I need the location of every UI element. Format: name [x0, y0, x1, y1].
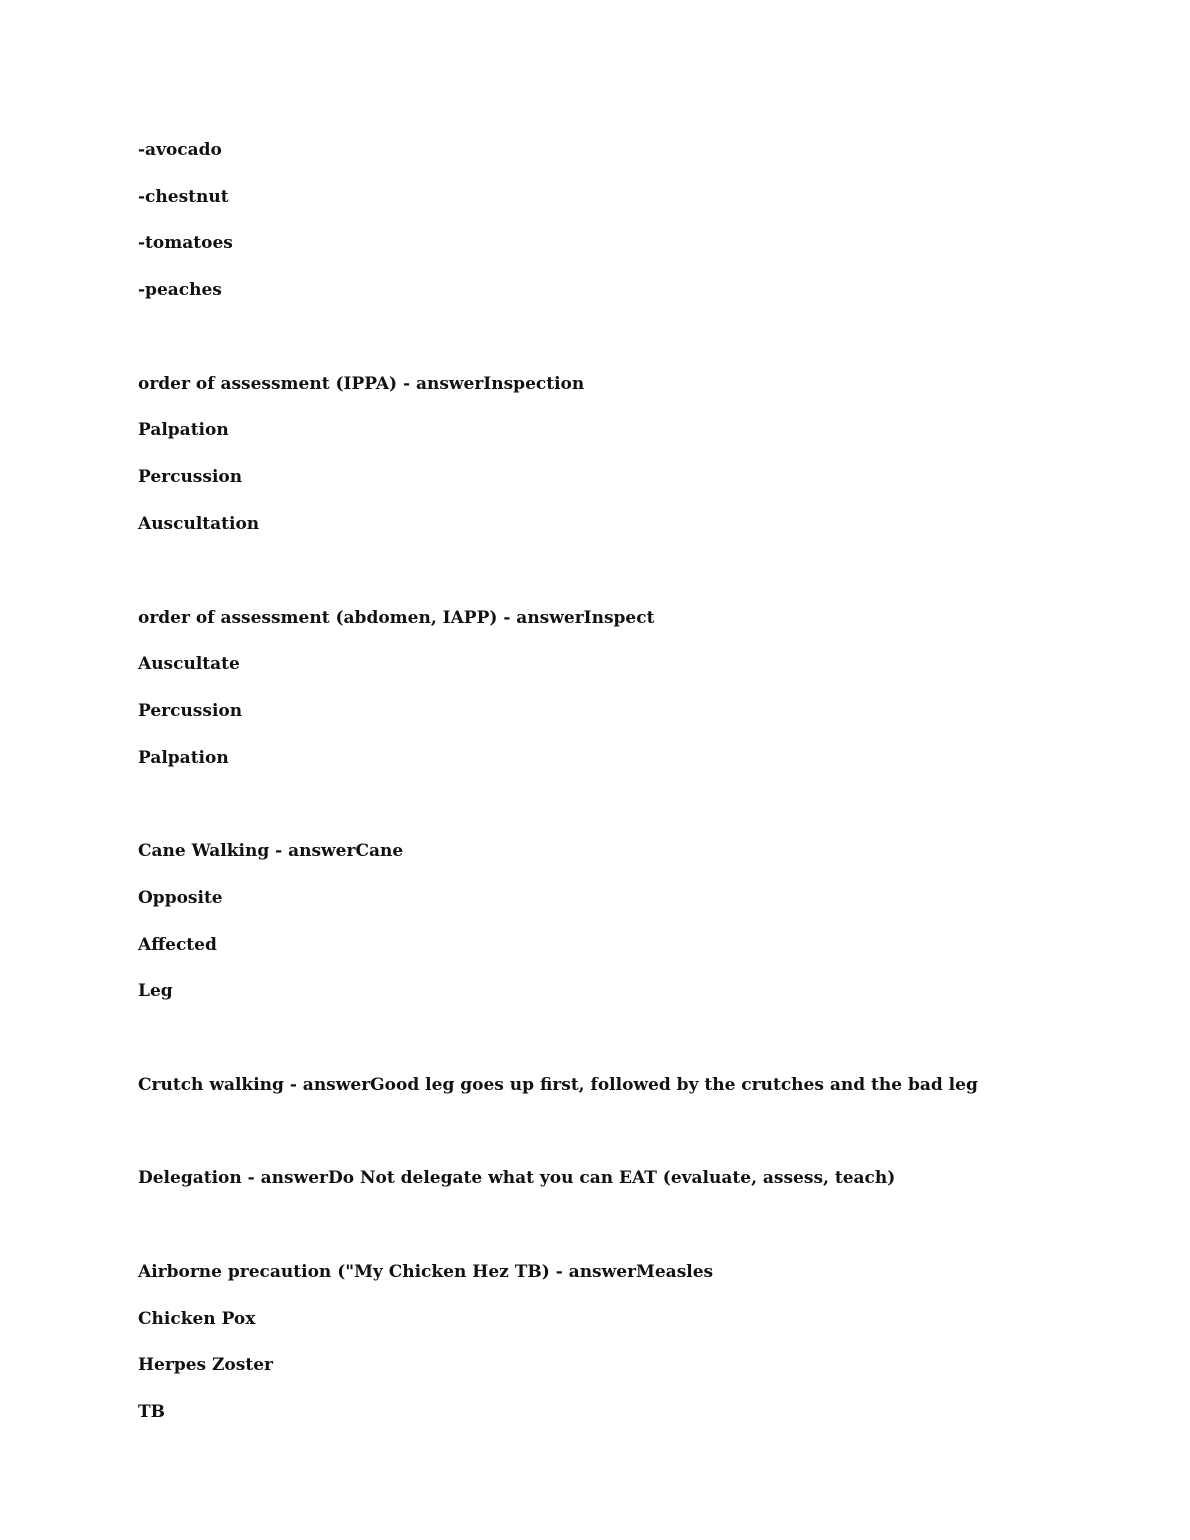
ippa-heading: order of assessment (IPPA) - answerInspection	[138, 374, 585, 394]
ippa-item-percussion: Percussion	[138, 467, 243, 487]
iapp-item-auscultate: Auscultate	[138, 654, 240, 674]
cane-item-opposite: Opposite	[138, 888, 223, 908]
ippa-item-palpation: Palpation	[138, 420, 229, 440]
list-item-tomatoes: -tomatoes	[138, 233, 233, 253]
airborne-item-chicken-pox: Chicken Pox	[138, 1309, 256, 1329]
cane-item-affected: Affected	[138, 935, 217, 955]
cane-walking-heading: Cane Walking - answerCane	[138, 841, 404, 861]
list-item-peaches: -peaches	[138, 280, 222, 300]
crutch-walking-entry: Crutch walking - answerGood leg goes up first, followed by the crutches and the bad leg	[138, 1075, 978, 1095]
airborne-heading: Airborne precaution ("My Chicken Hez TB) - answerMeasles	[138, 1262, 714, 1282]
list-item-avocado: -avocado	[138, 140, 222, 160]
airborne-item-herpes-zoster: Herpes Zoster	[138, 1355, 273, 1375]
list-item-chestnut: -chestnut	[138, 187, 229, 207]
delegation-entry: Delegation - answerDo Not delegate what you can EAT (evaluate, assess, teach)	[138, 1168, 896, 1188]
cane-item-leg: Leg	[138, 981, 173, 1001]
airborne-item-tb: TB	[138, 1402, 166, 1422]
iapp-heading: order of assessment (abdomen, IAPP) - answerInspect	[138, 608, 655, 628]
iapp-item-palpation: Palpation	[138, 748, 229, 768]
iapp-item-percussion: Percussion	[138, 701, 243, 721]
ippa-item-auscultation: Auscultation	[138, 514, 260, 534]
